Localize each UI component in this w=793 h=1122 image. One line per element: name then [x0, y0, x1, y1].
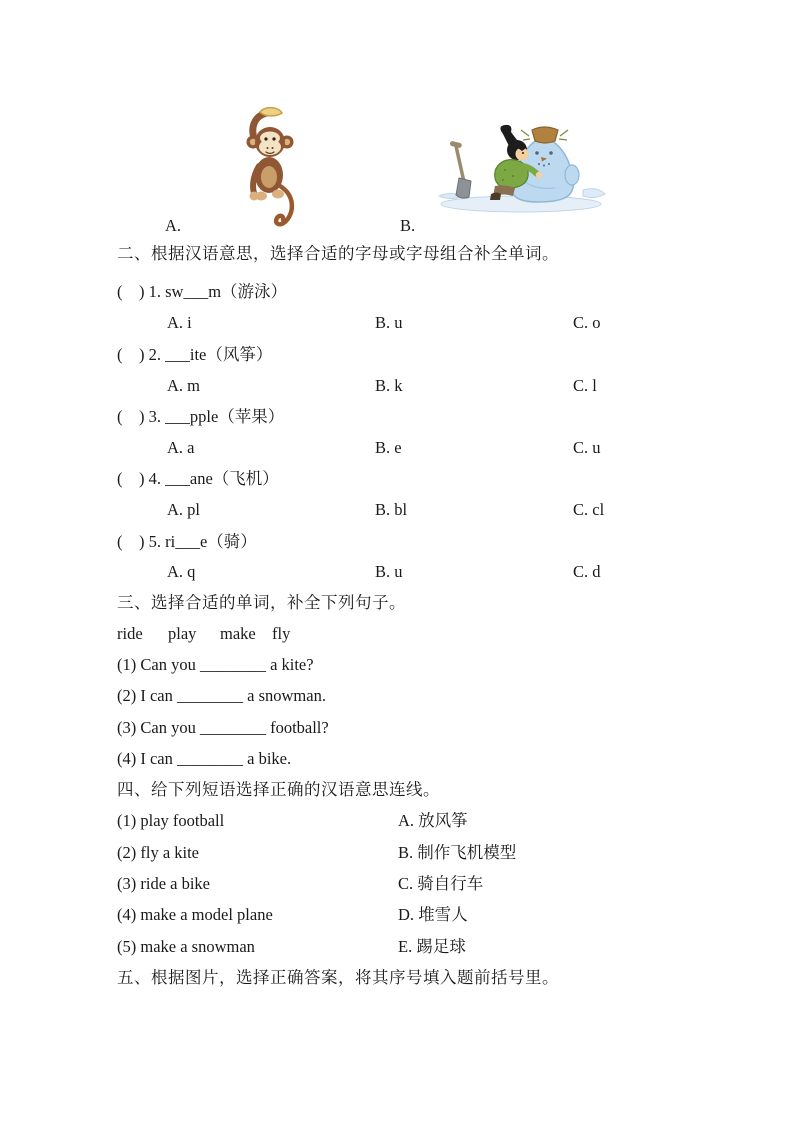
s2-q2-option-b: B. k: [375, 376, 403, 395]
s3-sentence-3: (3) Can you ________ football?: [117, 718, 329, 737]
s2-q3-option-b: B. e: [375, 438, 402, 457]
s4-left-3: (3) ride a bike: [117, 874, 210, 893]
section3-heading: 三、选择合适的单词，补全下列句子。: [117, 593, 406, 612]
s2-q5-stem: ( ) 5. ri___e（骑）: [117, 532, 257, 551]
picture-label-a: A.: [165, 216, 182, 235]
s3-sentence-1: (1) Can you ________ a kite?: [117, 655, 314, 674]
s4-left-2: (2) fly a kite: [117, 843, 200, 862]
snowman-scene-image: [433, 120, 608, 215]
s4-right-e: E. 踢足球: [398, 937, 466, 956]
s2-q2-stem: ( ) 2. ___ite（风筝）: [117, 345, 273, 364]
s4-left-5: (5) make a snowman: [117, 937, 255, 956]
s2-q4-option-b: B. bl: [375, 500, 408, 519]
s2-q4-option-a: A. pl: [167, 500, 200, 519]
word-bank-play: play: [168, 624, 197, 643]
section5-heading: 五、根据图片，选择正确答案，将其序号填入题前括号里。: [117, 968, 559, 987]
s2-q1-stem: ( ) 1. sw___m（游泳）: [117, 282, 288, 301]
s2-q4-stem: ( ) 4. ___ane（飞机）: [117, 469, 279, 488]
s3-sentence-2: (2) I can ________ a snowman.: [117, 686, 326, 705]
s2-q1-option-c: C. o: [573, 313, 601, 332]
s2-q3-option-c: C. u: [573, 438, 601, 457]
s4-left-1: (1) play football: [117, 811, 225, 830]
monkey-image: [236, 104, 306, 234]
s2-q3-stem: ( ) 3. ___pple（苹果）: [117, 407, 285, 426]
s2-q2-option-a: A. m: [167, 376, 200, 395]
s2-q5-option-b: B. u: [375, 562, 403, 581]
s2-q5-option-a: A. q: [167, 562, 196, 581]
s2-q3-option-a: A. a: [167, 438, 195, 457]
s2-q5-option-c: C. d: [573, 562, 601, 581]
word-bank-fly: fly: [272, 624, 291, 643]
picture-label-b: B.: [400, 216, 416, 235]
s4-left-4: (4) make a model plane: [117, 905, 273, 924]
s2-q1-option-b: B. u: [375, 313, 403, 332]
s2-q4-option-c: C. cl: [573, 500, 605, 519]
s4-right-b: B. 制作飞机模型: [398, 843, 517, 862]
s3-sentence-4: (4) I can ________ a bike.: [117, 749, 292, 768]
s2-q1-option-a: A. i: [167, 313, 192, 332]
s4-right-d: D. 堆雪人: [398, 905, 468, 924]
section2-heading: 二、根据汉语意思，选择合适的字母或字母组合补全单词。: [117, 244, 559, 263]
word-bank-ride: ride: [117, 624, 143, 643]
s4-right-c: C. 骑自行车: [398, 874, 484, 893]
section4-heading: 四、给下列短语选择正确的汉语意思连线。: [117, 780, 440, 799]
s2-q2-option-c: C. l: [573, 376, 597, 395]
s4-right-a: A. 放风筝: [398, 811, 468, 830]
word-bank-make: make: [220, 624, 256, 643]
